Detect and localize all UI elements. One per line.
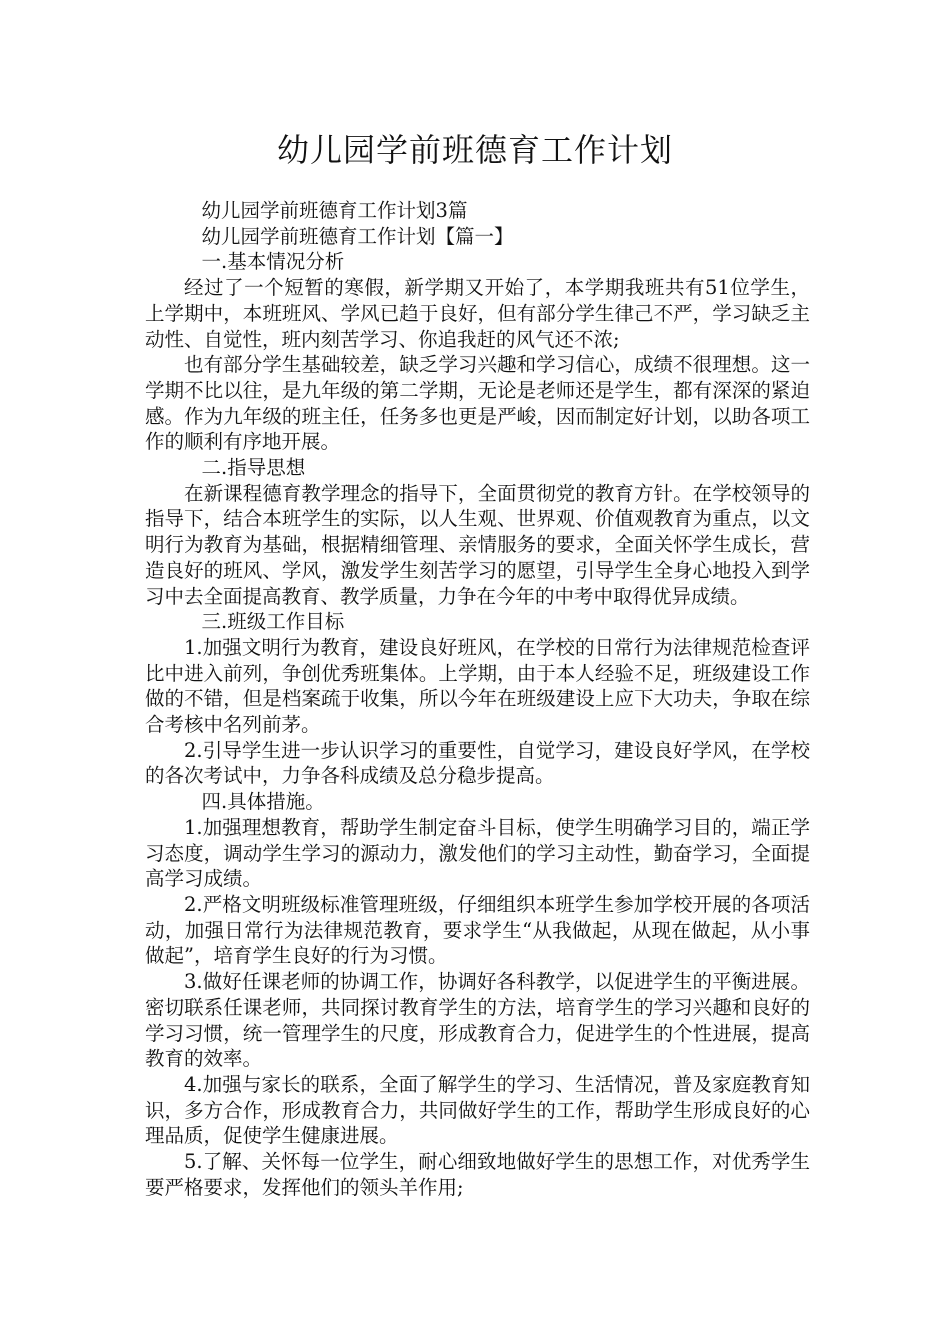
section-heading-measures: 四.具体措施。 <box>201 790 325 814</box>
paragraph-situation-2: 也有部分学生基础较差，缺乏学习兴趣和学习信心，成绩不很理想。这一学期不比以往，是九年级的第二学期，无论是老师还是学生，都有深深的紧迫感。作为九年级的班主任，任务多也更是严峻，因而制定好计划，以助各项工作的顺利有序地开展。 <box>145 353 810 454</box>
document-subtitle: 幼儿园学前班德育工作计划3篇 <box>201 199 468 222</box>
paragraph-measure-4: 4.加强与家长的联系，全面了解学生的学习、生活情况，普及家庭教育知识，多方合作，形成教育合力，共同做好学生的工作，帮助学生形成良好的心理品质，促使学生健康进展。 <box>145 1072 810 1148</box>
section-part-heading: 幼儿园学前班德育工作计划【篇一】 <box>201 224 514 248</box>
section-heading-goals: 三.班级工作目标 <box>201 610 345 634</box>
section-heading-situation: 一.基本情况分析 <box>201 250 345 274</box>
paragraph-measure-5: 5.了解、关怀每一位学生，耐心细致地做好学生的思想工作，对优秀学生要严格要求，发挥他们的领头羊作用; <box>145 1150 810 1199</box>
section-heading-guidance: 二.指导思想 <box>201 456 306 480</box>
paragraph-measure-2: 2.严格文明班级标准管理班级，仔细组织本班学生参加学校开展的各项活动，加强日常行为法律规范教育，要求学生“从我做起，从现在做起，从小事做起”，培育学生良好的行为习惯。 <box>145 892 810 968</box>
document-title: 幼儿园学前班德育工作计划 <box>276 131 673 169</box>
paragraph-goal-1: 1.加强文明行为教育，建设良好班风，在学校的日常行为法律规范检查评比中进入前列，争创优秀班集体。上学期，由于本人经验不足，班级建设工作做的不错，但是档案疏于收集，所以今年在班级建设上应下大功夫，争取在综合考核中名列前茅。 <box>145 635 810 737</box>
document-body <box>145 198 810 1200</box>
paragraph-measure-1: 1.加强理想教育，帮助学生制定奋斗目标，使学生明确学习目的，端正学习态度，调动学生学习的源动力，激发他们的学习主动性，勤奋学习，全面提高学习成绩。 <box>145 815 810 891</box>
paragraph-goal-2: 2.引导学生进一步认识学习的重要性，自觉学习，建设良好学风，在学校的各次考试中，力争各科成绩及总分稳步提高。 <box>145 738 810 788</box>
paragraph-guidance: 在新课程德育教学理念的指导下，全面贯彻党的教育方针。在学校领导的指导下，结合本班学生的实际，以人生观、世界观、价值观教育为重点，以文明行为教育为基础，根据精细管理、亲情服务的要求，全面关怀学生成长，营造良好的班风、学风，激发学生刻苦学习的愿望，引导学生全身心地投入到学习中去全面提高教育、教学质量，力争在今年的中考中取得优异成绩。 <box>145 481 810 608</box>
paragraph-situation-1: 经过了一个短暂的寒假，新学期又开始了，本学期我班共有51位学生，上学期中，本班班风、学风已趋于良好，但有部分学生律己不严，学习缺乏主动性、自觉性，班内刻苦学习、你追我赶的风气还不浓; <box>145 276 810 351</box>
paragraph-measure-3: 3.做好任课老师的协调工作，协调好各科教学，以促进学生的平衡进展。密切联系任课老师，共同探讨教育学生的方法，培育学生的学习兴趣和良好的学习习惯，统一管理学生的尺度，形成教育合力，促进学生的个性进展，提高教育的效率。 <box>145 970 810 1071</box>
